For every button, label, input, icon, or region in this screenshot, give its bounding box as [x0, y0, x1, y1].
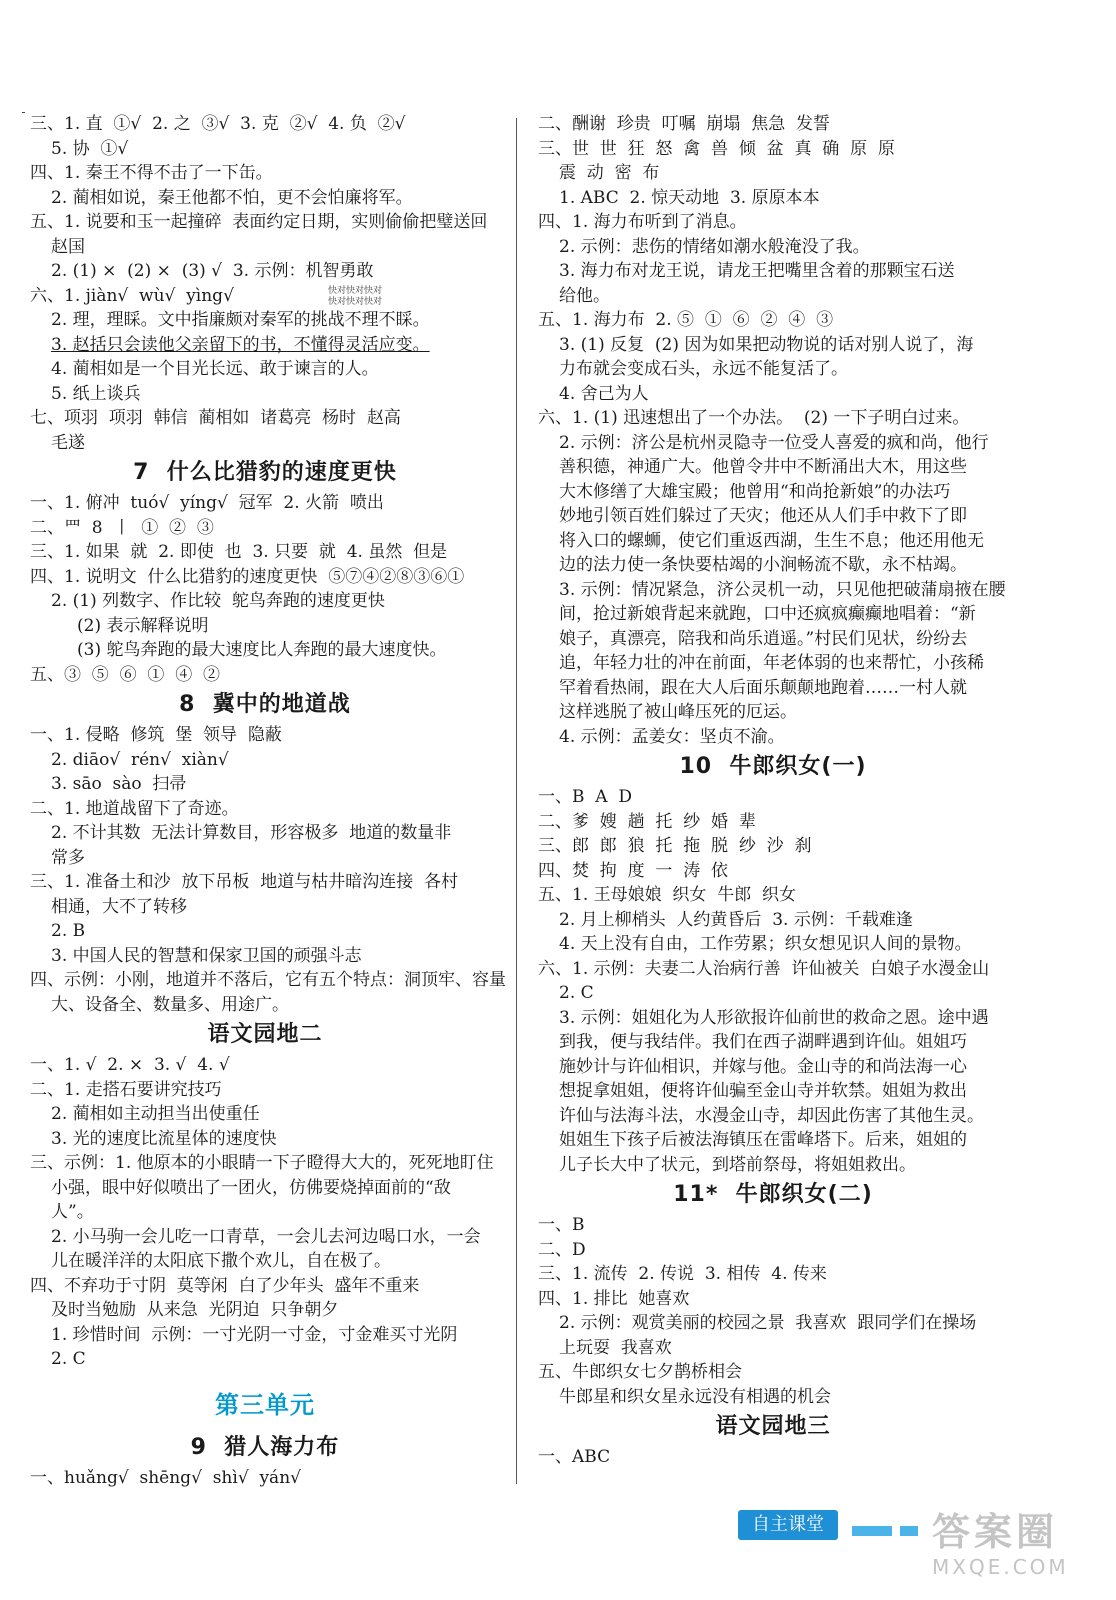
- answer-line: 3. sāo sào 扫帚: [51, 774, 187, 794]
- answer-line: 姐姐生下孩子后被法海镇压在雷峰塔下。后来，姐姐的: [559, 1130, 967, 1150]
- answer-line: 5. 纸上谈兵: [51, 383, 141, 404]
- answer-line: 上玩耍 我喜欢: [559, 1337, 672, 1358]
- answer-line: 儿在暖洋洋的太阳底下撒个欢儿，自在极了。: [51, 1251, 391, 1271]
- answer-line: 3. 光的速度比流星体的速度快: [51, 1128, 277, 1149]
- answer-line: 3. 中国人民的智慧和保家卫国的顽强斗志: [51, 945, 362, 966]
- top-rule-left: [22, 112, 25, 113]
- answer-line: 赵国: [51, 236, 85, 257]
- answer-line: 三、1. 直 ①√ 2. 之 ③√ 3. 克 ②√ 4. 负 ②√: [30, 114, 406, 134]
- answer-line: 一、1. √ 2. × 3. √ 4. √: [30, 1055, 230, 1075]
- answer-line: 一、huǎng√ shēng√ shì√ yán√: [30, 1467, 301, 1488]
- answer-line: 一、B A D: [538, 787, 633, 807]
- answer-line: 施妙计与许仙相识，并嫁与他。金山寺的和尚法海一心: [559, 1056, 967, 1077]
- answer-line: 大木修缮了大雄宝殿；他曾用“和尚抢新娘”的办法巧: [559, 481, 951, 502]
- watermark-logo: 答案圈: [932, 1510, 1059, 1554]
- answer-line: 2. diāo√ rén√ xiàn√: [51, 749, 229, 770]
- answer-line: 毛遂: [51, 432, 85, 453]
- section-heading: 11* 牛郎织女(二): [673, 1182, 873, 1207]
- answer-line: 四、1. 秦王不得不击了一下缶。: [30, 163, 273, 183]
- answer-line: 相通，大不了转移: [51, 896, 187, 917]
- overlay-stamp-text: [328, 286, 382, 308]
- answer-line: 四、焚 拘 度 一 涛 依: [538, 860, 729, 881]
- watermark-url: MXQE.COM: [932, 1555, 1069, 1579]
- answer-line: 四、1. 说明文 什么比猎豹的速度更快 ⑤⑦④②⑧③⑥①: [30, 566, 465, 587]
- answer-line: 四、1. 海力布听到了消息。: [538, 212, 747, 232]
- answer-line: 2. 示例：观赏美丽的校园之景 我喜欢 跟同学们在操场: [559, 1313, 977, 1333]
- answer-line: 2. B: [51, 921, 86, 941]
- answer-line: 1. ABC 2. 惊天动地 3. 原原本本: [559, 187, 820, 208]
- answer-line: 3. 示例：姐姐化为人形欲报许仙前世的救命之恩。途中遇: [559, 1007, 989, 1028]
- answer-line: 娘子，真漂亮，陪我和尚乐逍遥。”村民们见状，纷纷去: [559, 628, 968, 649]
- answer-line: 大、设备全、数量多、用途广。: [51, 994, 289, 1015]
- stamp-line: 快对快对快对: [328, 286, 383, 296]
- answer-line: 二、D: [538, 1239, 586, 1260]
- answer-line: 2. (1) 列数字、作比较 鸵鸟奔跑的速度更快: [51, 591, 385, 611]
- answer-line: 七、项羽 项羽 韩信 蔺相如 诸葛亮 杨时 赵高: [30, 408, 401, 428]
- answer-line: 二、罒 8 丨 ① ② ③: [30, 517, 214, 538]
- column-divider: [516, 118, 517, 1484]
- answer-line: 2. 示例：悲伤的情绪如潮水般淹没了我。: [559, 236, 870, 257]
- answer-line: 这样逃脱了被山峰压死的厄运。: [559, 702, 797, 722]
- answer-line: 牛郎星和织女星永远没有相遇的机会: [559, 1386, 831, 1407]
- section-heading: 8 冀中的地道战: [179, 692, 351, 717]
- section-heading: 9 猎人海力布: [190, 1434, 340, 1460]
- answer-line: 间，抢过新娘背起来就跑，口中还疯疯癫癫地唱着：“新: [559, 604, 976, 624]
- answer-line: 罕着看热闹，跟在大人后面乐颠颠地跑着……一村人就: [559, 677, 967, 698]
- section-heading: 7 什么比猎豹的速度更快: [133, 460, 397, 485]
- answer-line: 一、ABC: [538, 1447, 611, 1467]
- answer-line: (2) 表示解释说明: [77, 615, 209, 636]
- answer-line: 二、爹 嫂 趟 托 纱 婚 辈: [538, 811, 756, 832]
- watermark: [932, 1510, 1102, 1594]
- answer-line: 力布就会变成石头，永远不能复活了。: [559, 359, 848, 379]
- answer-line: 常多: [51, 847, 85, 868]
- section-heading: 10 牛郎织女(一): [679, 754, 867, 779]
- answer-line: 3. 赵括只会读他父亲留下的书，不懂得灵活应变。: [51, 334, 430, 355]
- answer-line: (3) 鸵鸟奔跑的最大速度比人奔跑的最大速度快。: [77, 640, 447, 660]
- footer-bar-left: [852, 1526, 892, 1536]
- answer-line: 4. 蔺相如是一个目光长远、敢于谏言的人。: [51, 359, 379, 379]
- answer-line: 二、1. 地道战留下了奇迹。: [30, 798, 239, 819]
- answer-line: 三、郎 郎 狼 托 拖 脱 纱 沙 刹: [538, 836, 812, 856]
- answer-line: 五、1. 说要和玉一起撞碎 表面约定日期，实则偷偷把璧送回: [30, 212, 488, 232]
- answer-line: 5. 协 ①√: [51, 138, 129, 159]
- answer-line: 4. 舍己为人: [559, 383, 649, 404]
- answer-line: 五、1. 王母娘娘 织女 牛郎 织女: [538, 885, 797, 905]
- answer-line: 边的法力使一条快要枯竭的小涧畅流不歇，永不枯竭。: [559, 555, 967, 575]
- answer-line: 将入口的螺蛳，使它们重返西湖，生生不息；他还用他无: [559, 530, 984, 551]
- answer-line: 二、酬谢 珍贵 叮嘱 崩塌 焦急 发誓: [538, 114, 831, 134]
- answer-line: 追，年轻力壮的冲在前面，年老体弱的也来帮忙，小孩稀: [559, 653, 984, 673]
- left-column: [30, 112, 506, 1490]
- answer-line: 人”。: [51, 1202, 94, 1222]
- answer-line: 2. 月上柳梢头 人约黄昏后 3. 示例：千载难逢: [559, 909, 913, 930]
- answer-line: 六、1. jiàn√ wù√ yìng√: [30, 285, 234, 306]
- answer-line: 给他。: [559, 285, 610, 306]
- answer-line: 4. 天上没有自由，工作劳累；织女想见识人间的景物。: [559, 934, 972, 954]
- answer-line: 3. 示例：情况紧急，济公灵机一动，只见他把破蒲扇掖在腰: [559, 579, 1006, 600]
- answer-line: 二、1. 走搭石要讲究技巧: [30, 1079, 222, 1100]
- answer-line: 六、1. (1) 迅速想出了一个办法。 (2) 一下子明白过来。: [538, 408, 970, 428]
- answer-line: 许仙与法海斗法，水漫金山寺，却因此伤害了其他生灵。: [559, 1105, 984, 1126]
- answer-line: 四、示例：小刚，地道并不落后，它有五个特点：洞顶牢、容量: [30, 970, 506, 990]
- answer-line: 一、1. 侵略 修筑 堡 领导 隐蔽: [30, 725, 282, 745]
- answer-line: 四、1. 排比 她喜欢: [538, 1288, 690, 1309]
- answer-line: 2. 蔺相如说，秦王他都不怕，更不会怕廉将军。: [51, 187, 413, 208]
- answer-line: 三、1. 流传 2. 传说 3. 相传 4. 传来: [538, 1264, 827, 1284]
- answer-line: 三、世 世 狂 怒 禽 兽 倾 盆 真 确 原 原: [538, 138, 895, 159]
- answer-line: 4. 示例：孟姜女：坚贞不渝。: [559, 726, 785, 747]
- footer-badge: 自主课堂: [738, 1510, 838, 1540]
- answer-line: 四、不弃功于寸阴 莫等闲 白了少年头 盛年不重来: [30, 1275, 420, 1296]
- answer-line: 五、牛郎织女七夕鹊桥相会: [538, 1362, 742, 1382]
- answer-line: 五、③ ⑤ ⑥ ① ④ ②: [30, 664, 221, 685]
- answer-line: 2. 不计其数 无法计算数目，形容极多 地道的数量非: [51, 823, 452, 843]
- answer-line: 到我，便与我结伴。我们在西子湖畔遇到许仙。姐姐巧: [559, 1032, 967, 1052]
- section-heading: 语文园地三: [715, 1414, 831, 1439]
- answer-line: 一、B: [538, 1215, 585, 1235]
- answer-line: 3. (1) 反复 (2) 因为如果把动物说的话对别人说了，海: [559, 334, 974, 355]
- answer-line: 2. C: [51, 1349, 86, 1369]
- answer-line: 善积德，神通广大。他曾令井中不断涌出大木，用这些: [559, 457, 967, 477]
- footer-bar-right: [900, 1526, 918, 1536]
- answer-line: 2. 理，理睬。文中指廉颇对秦军的挑战不理不睬。: [51, 310, 430, 330]
- answer-line: 三、1. 如果 就 2. 即使 也 3. 只要 就 4. 虽然 但是: [30, 542, 448, 562]
- answer-line: 1. 珍惜时间 示例：一寸光阴一寸金，寸金难买寸光阴: [51, 1324, 458, 1345]
- answer-line: 2. 小马驹一会儿吃一口青草，一会儿去河边喝口水，一会: [51, 1226, 481, 1247]
- answer-line: 三、示例：1. 他原本的小眼睛一下子瞪得大大的，死死地盯住: [30, 1153, 494, 1173]
- answer-line: 2. (1) × (2) × (3) √ 3. 示例：机智勇敢: [51, 261, 374, 281]
- answer-line: 五、1. 海力布 2. ⑤ ① ⑥ ② ④ ③: [538, 310, 834, 330]
- answer-line: 2. 示例：济公是杭州灵隐寺一位受人喜爱的疯和尚，他行: [559, 432, 989, 453]
- answer-line: 儿子长大中了状元，到塔前祭母，将姐姐救出。: [559, 1154, 916, 1175]
- answer-line: 妙地引领百姓们躲过了天灾；他还从人们手中救下了即: [559, 506, 967, 526]
- answer-line: 小强，眼中好似喷出了一团火，仿佛要烧掉面前的“敌: [51, 1177, 451, 1198]
- answer-line: 3. 海力布对龙王说，请龙王把嘴里含着的那颗宝石送: [559, 261, 955, 281]
- stamp-line: 快对快对快对: [328, 297, 383, 307]
- answer-line: 三、1. 准备土和沙 放下吊板 地道与枯井暗沟连接 各村: [30, 872, 459, 892]
- answer-line: 想捉拿姐姐，便将许仙骗至金山寺并软禁。姐姐为救出: [559, 1081, 967, 1101]
- answer-line: 一、1. 俯冲 tuó√ yíng√ 冠军 2. 火箭 喷出: [30, 493, 384, 513]
- answer-line: 2. 蔺相如主动担当出使重任: [51, 1104, 260, 1124]
- answer-line: 2. C: [559, 983, 594, 1003]
- answer-line: 及时当勉励 从来急 光阴迫 只争朝夕: [51, 1300, 339, 1320]
- answer-line: 六、1. 示例：夫妻二人治病行善 许仙被关 白娘子水漫金山: [538, 958, 990, 979]
- right-column: [538, 112, 1008, 1470]
- answer-line: 震 动 密 布: [559, 163, 660, 183]
- section-heading: 语文园地二: [207, 1022, 323, 1047]
- section-heading: 第三单元: [215, 1390, 315, 1419]
